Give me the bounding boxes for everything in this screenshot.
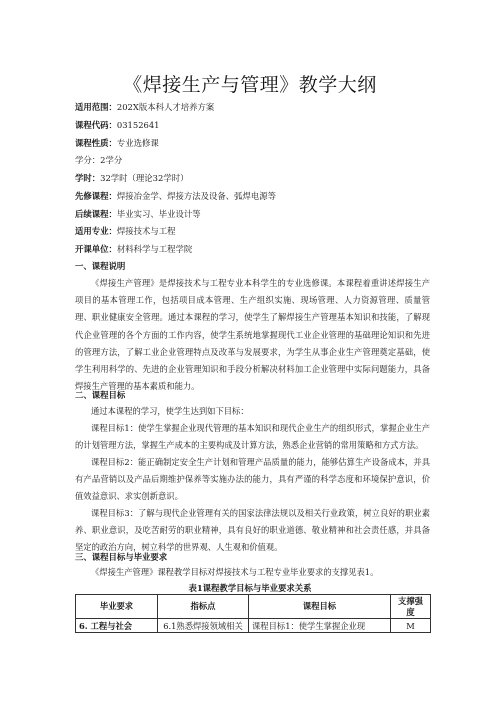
- section-3-heading: 三、课程目标与毕业要求: [75, 552, 168, 562]
- header-course-goal: 课程目标: [249, 595, 391, 619]
- meta-department: 开课单位：材料科学与工程学院: [75, 244, 193, 254]
- requirements-table: [75, 594, 431, 633]
- header-indicator: 指标点: [158, 595, 249, 619]
- cell-course-goal: 课程目标1：使学生掌握企业现: [249, 619, 391, 633]
- course-goal-1: 课程目标1：使学生掌握企业现代管理的基本知识和现代企业生产的组织形式，掌握企业生产的计划管理方法，掌握生产成本的主要构成及计算方法，熟悉企业营销的常用策略和方式方法。: [75, 423, 430, 451]
- header-graduation-requirement: 毕业要求: [76, 595, 158, 619]
- cell-strength: M: [391, 619, 431, 633]
- section-3-intro: 《焊接生产管理》课程教学目标对焊接技术与工程专业毕业要求的支撑见表1。: [91, 567, 379, 577]
- meta-prerequisites: 先修课程：焊接冶金学、焊接方法及设备、弧焊电源等: [75, 191, 276, 201]
- meta-scope: 适用范围：202X版本科人才培养方案: [75, 102, 215, 112]
- page-title: 《焊接生产与管理》教学大纲: [123, 74, 377, 96]
- header-support-strength: 支撑强度: [391, 595, 431, 619]
- section-2-intro: 通过本课程的学习，使学生达到如下目标：: [91, 406, 249, 416]
- meta-major: 适用专业：焊接技术与工程: [75, 226, 176, 236]
- meta-follow-up: 后续课程：毕业实习、毕业设计等: [75, 209, 201, 219]
- cell-indicator: 6.1熟悉焊接领域相关: [158, 619, 249, 633]
- section-1-text: 《焊接生产管理》是焊接技术与工程专业本科学生的专业选修课。本课程着重讲述焊接生产项目的基本管理工作，包括项目成本管理、生产组织实施、现场管理、人力资源管理、质量管理、职业健康安全管理。通过本课程的学习，使学生了解焊接生产管理基本知识和技能，了解现代企业管理的各个方面的工作内容，使学生系统地掌握现代工业企业管理的基础理论知识和先进的管理方法，了解工业企业管理特点及改革与发展要求，为学生从事企业生产管理奠定基础，使学生利用科学的、先进的企业管理知识和手段分析解决材料加工企业管理中实际问题能力，具备焊接生产管理的基本素质和能力。: [75, 278, 430, 392]
- cell-requirement: 6. 工程与社会: [76, 619, 158, 633]
- course-goal-3: 课程目标3：了解与现代企业管理有关的国家法律法规以及相关行业政策，树立良好的职业素养、职业意识，及吃苦耐劳的职业精神，具有良好的职业道德、敬业精神和社会责任感，并具备坚定的政治方向，树立科学的世界观、人生观和价值观。: [75, 508, 430, 553]
- meta-course-code: 课程代码：03152641: [75, 120, 160, 130]
- course-goal-2: 课程目标2：能正确制定安全生产计划和管理产品质量的能力，能够估算生产设备成本，并具有产品营销以及产品后期维护保养等实施办法的能力，具有严谨的科学态度和环境保护意识，价值效益意识、求实创新意识。: [75, 457, 430, 502]
- meta-credits: 学分：2学分: [75, 155, 123, 165]
- meta-hours: 学时：32学时（理论32学时）: [75, 173, 189, 183]
- section-2-heading: 二、课程目标: [75, 390, 126, 400]
- table-header-row: [76, 595, 431, 619]
- meta-course-type: 课程性质：专业选修课: [75, 138, 159, 148]
- section-1-heading: 一、课程说明: [75, 261, 126, 271]
- table-caption: 表1课程教学目标与毕业要求关系: [188, 583, 312, 593]
- table-row: [76, 619, 431, 633]
